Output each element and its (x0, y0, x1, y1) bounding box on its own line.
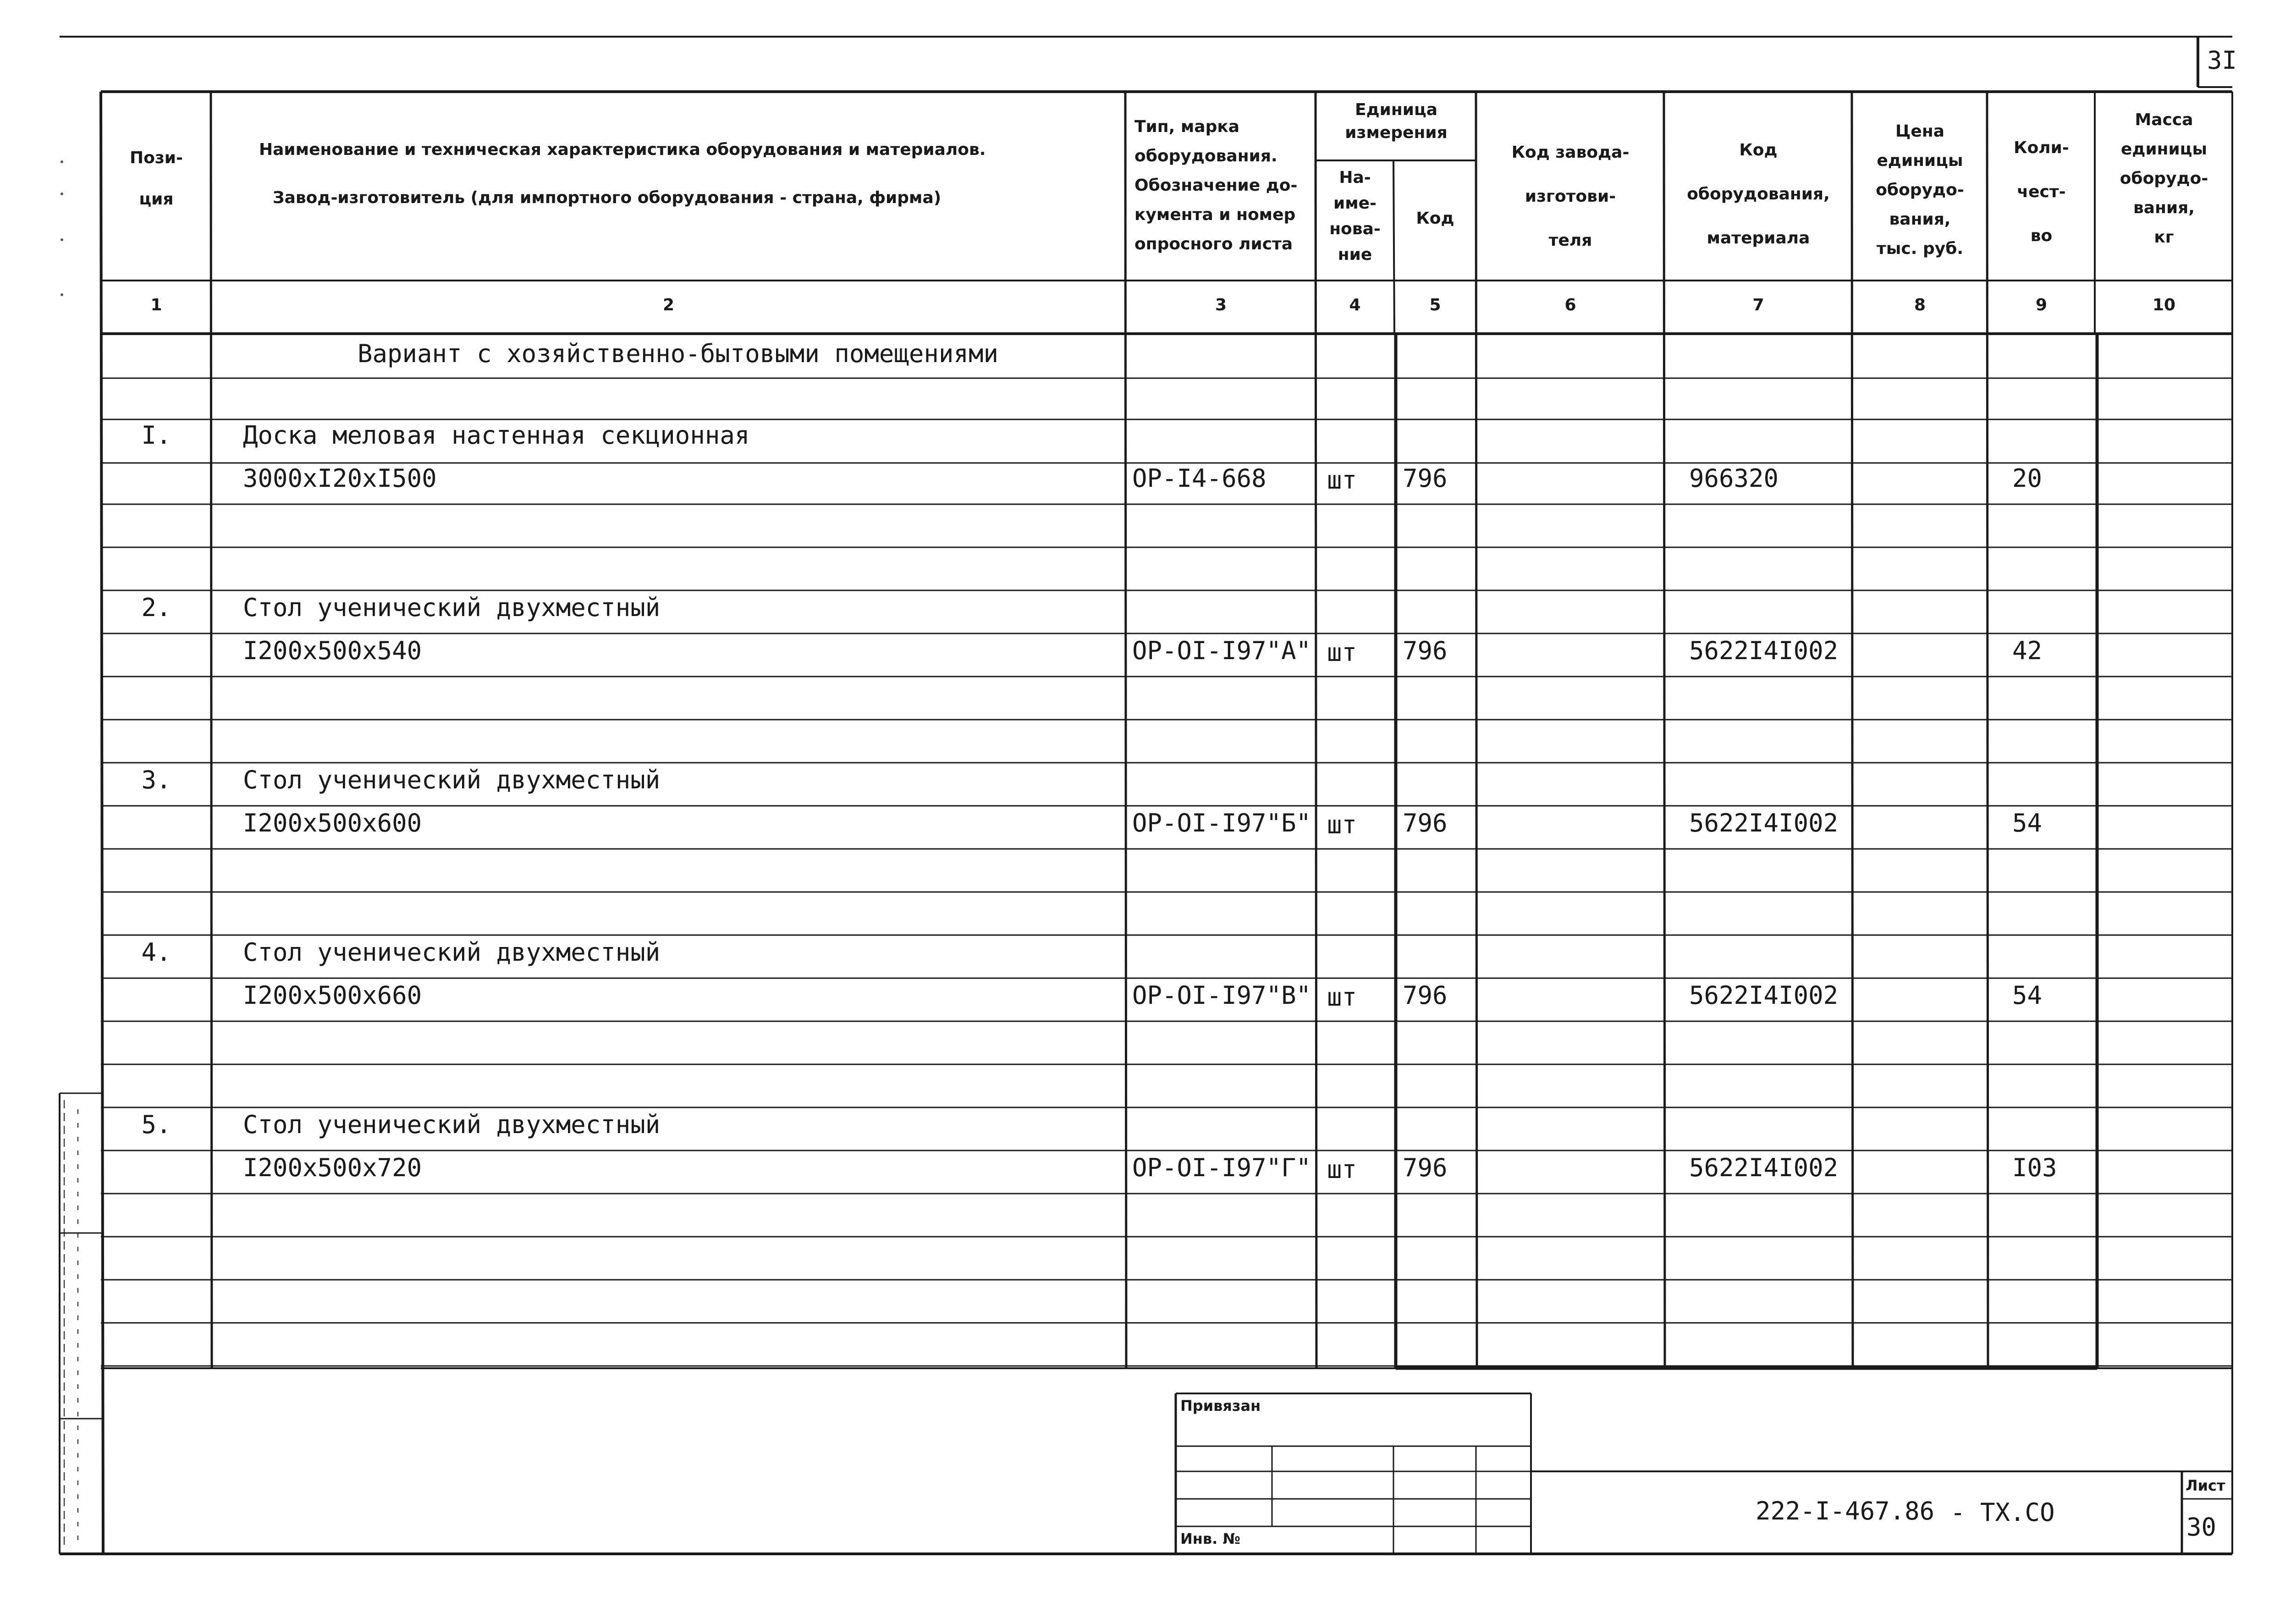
item-name: Стол ученический двухместный (243, 593, 661, 622)
document-suffix: - ТХ.СО (1950, 1498, 2055, 1527)
item-position: 4. (141, 938, 171, 967)
column-number-3: 3 (1215, 296, 1227, 314)
item-type: ОР-I4-668 (1132, 464, 1266, 493)
header-equipment-code: Код оборудования, материала (1687, 141, 1830, 248)
column-number-4: 4 (1349, 296, 1361, 314)
item-size: I200х500х540 (243, 636, 422, 665)
margin-mark (61, 193, 63, 195)
sheet-label: Лист (2186, 1477, 2225, 1494)
item-equipment-code: 5622I4I002 (1689, 636, 1839, 665)
document-code: 222-I-467.86 (1756, 1497, 1935, 1525)
header-mass: Масса единицы оборудо- вания, кг (2120, 110, 2208, 247)
item-unit-code: 796 (1403, 981, 1448, 1010)
header-quantity: Коли- чест- во (2014, 138, 2069, 245)
item-equipment-code: 5622I4I002 (1689, 1153, 1839, 1182)
column-number-2: 2 (662, 296, 675, 314)
sheet-number: 30 (2186, 1513, 2217, 1541)
item-unit: шт (1327, 810, 1357, 839)
item-name: Стол ученический двухместный (243, 765, 661, 794)
item-position: 5. (141, 1110, 171, 1139)
item-size: I200х500х600 (243, 809, 422, 837)
header-unit-name: На- име- нова- ние (1329, 168, 1381, 264)
column-number-5: 5 (1429, 296, 1441, 314)
column-number-10: 10 (2152, 296, 2176, 314)
item-unit-code: 796 (1403, 809, 1448, 837)
item-name: Доска меловая настенная секционная (243, 421, 750, 450)
margin-mark (61, 160, 63, 163)
header-name-line1: Наименование и техническая характеристика оборудования и материалов. (259, 140, 986, 159)
header-factory-code: Код завода- изготови- теля (1511, 143, 1630, 250)
item-unit: шт (1327, 638, 1357, 667)
header-position: Пози- ция (130, 149, 183, 209)
item-size: 3000хI20хI500 (243, 464, 437, 493)
item-quantity: 42 (2012, 636, 2043, 665)
stamp-privyazan: Привязан (1180, 1397, 1261, 1415)
header-name-line2: Завод-изготовитель (для импортного оборудования - страна, фирма) (273, 188, 942, 207)
item-unit-code: 796 (1403, 464, 1448, 493)
margin-mark (61, 238, 63, 241)
item-unit-code: 796 (1403, 636, 1448, 665)
header-unit-code: Код (1416, 209, 1454, 228)
item-unit: шт (1327, 1155, 1357, 1184)
column-number-7: 7 (1752, 296, 1764, 314)
item-type: ОР-ОI-I97"В" (1132, 981, 1311, 1010)
item-unit: шт (1327, 466, 1357, 495)
item-size: I200х500х720 (243, 1153, 422, 1182)
page-number: 3I (2207, 46, 2237, 75)
item-position: I. (141, 421, 171, 450)
item-type: ОР-ОI-I97"А" (1132, 636, 1311, 665)
header-price: Цена единицы оборудо- вания, тыс. руб. (1876, 122, 1964, 258)
item-quantity: 20 (2012, 464, 2043, 493)
header-unit-group: Единица измерения (1345, 100, 1448, 142)
item-name: Стол ученический двухместный (243, 1110, 661, 1139)
column-number-6: 6 (1564, 296, 1576, 314)
section-title: Вариант с хозяйственно-бытовыми помещениями (358, 339, 998, 368)
item-quantity: I03 (2012, 1153, 2057, 1182)
item-equipment-code: 966320 (1689, 464, 1779, 493)
item-size: I200х500х660 (243, 981, 422, 1010)
item-quantity: 54 (2012, 809, 2043, 837)
column-number-8: 8 (1914, 296, 1926, 314)
column-number-1: 1 (150, 296, 162, 314)
item-equipment-code: 5622I4I002 (1689, 981, 1839, 1010)
item-position: 2. (141, 593, 171, 622)
item-name: Стол ученический двухместный (243, 938, 661, 967)
stamp-inv-no: Инв. № (1180, 1530, 1240, 1547)
margin-mark (61, 293, 63, 296)
item-position: 3. (141, 765, 171, 794)
item-unit: шт (1327, 983, 1357, 1012)
column-number-9: 9 (2035, 296, 2048, 314)
item-type: ОР-ОI-I97"Б" (1132, 809, 1311, 837)
item-unit-code: 796 (1403, 1153, 1448, 1182)
item-type: ОР-ОI-I97"Г" (1132, 1153, 1311, 1182)
item-quantity: 54 (2012, 981, 2043, 1010)
item-equipment-code: 5622I4I002 (1689, 809, 1839, 837)
header-type: Тип, марка оборудования. Обозначение до- кумента и номер опросного листа (1134, 117, 1298, 253)
